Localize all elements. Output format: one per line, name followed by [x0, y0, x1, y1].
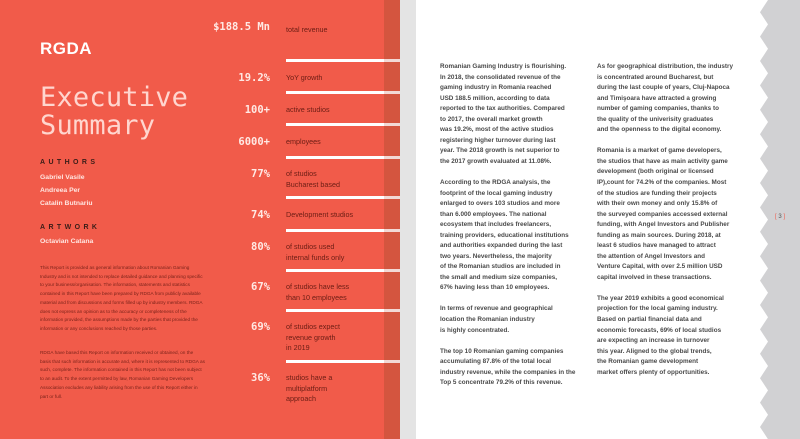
stat-label: of studios Bucharest based — [286, 169, 340, 189]
stat-label: of studios expect revenue growth in 2019 — [286, 322, 340, 353]
body-paragraph: In terms of revenue and geographical location the Romanian industry is highly concentrated. — [440, 305, 553, 334]
stat-label: employees — [286, 137, 321, 146]
stat-label: YoY growth — [286, 73, 323, 82]
stat-value: 74% — [251, 209, 270, 221]
stat-divider — [286, 156, 400, 159]
stat-label: active studios — [286, 105, 330, 114]
stat-divider — [286, 123, 400, 126]
stat-label: total revenue — [286, 25, 328, 34]
page-number-value: 3 — [778, 214, 782, 220]
stat-divider — [286, 59, 400, 62]
stat-value: $188.5 Mn — [213, 21, 270, 33]
stat-label: of studios used internal funds only — [286, 242, 345, 262]
stat-value: 6000+ — [238, 136, 270, 148]
stat-divider — [286, 269, 400, 272]
stat-divider — [286, 196, 400, 199]
page-number — [775, 214, 785, 220]
page-number-bracket-open: [ — [775, 214, 777, 220]
stat-label: studios have a multiplatform approach — [286, 373, 333, 404]
title-line-1: Executive — [40, 82, 189, 113]
stat-value: 80% — [251, 241, 270, 253]
body-paragraph: The year 2019 exhibits a good economical projection for the local gaming industry. Based on partial financial data and economic forecasts, 69% of local studios are expecting an increase in turnover this year. Aligned to the global trends, the Romanian game development market offers plenty of opportunities. — [597, 294, 724, 376]
author-name: Catalin Butnariu — [40, 200, 93, 207]
authors-heading: AUTHORS — [40, 159, 99, 166]
author-name: Andreea Per — [40, 187, 81, 194]
body-paragraph: Romania is a market of game developers, the studios that have as main activity game development (both original or licensed IP),count for 74.2% of the companies. Most of the studios are funding their projects with their own money and only 15.8% of the surveyed companies accessed external funding, with Angel Investors and Publisher funding as main sources. During 2018, at least 6 studios have managed to attract the attention of Angel Investors and Venture Capital, with over 2.5 million USD capital involved in these transactions. — [597, 147, 730, 281]
body-column-1 — [440, 62, 600, 399]
stat-divider — [286, 360, 400, 363]
disclaimer-paragraph: This Report is provided as general information about Romanian Gaming Industry and is not intended to replace detailed guidance and planning specific to your business/organisation. The information, statements and statistics contained in this Report have been prepared by RDGA from publicly available material and from discussions and forms filled up by industry members. RDGA does not express an opinion as to the accuracy or completeness of the information provided, the assumptions made by the parties that provided the information or any conclusions reached by those parties. — [40, 265, 203, 331]
page-number-bracket-close: ] — [783, 214, 786, 220]
stat-value: 67% — [251, 281, 270, 293]
stat-value: 69% — [251, 321, 270, 333]
artist-name: Octavian Catana — [40, 238, 94, 245]
rgda-logo-icon — [40, 39, 102, 57]
body-paragraph: Romanian Gaming Industry is flourishing. In 2018, the consolidated revenue of the gaming industry in Romania reached USD 188.5 million, according to data reported to the tax authorities. Compared to 2017, the overall market growth was 19.2%, most of the active studios registering higher turnover during last year. The 2018 growth is net superior to the 2017 growth evaluated at 11.08%. — [440, 63, 567, 165]
stat-label: Development studios — [286, 210, 354, 219]
body-column-2 — [597, 62, 757, 389]
disclaimer-paragraph: RDGA have based this Report on information received or obtained, on the basis that such information is accurate and, where it is represented to RDGA as such, complete. The information contained in this Report has not been subject to an audit. To the extent permitted by law, Romanian Gaming Developers Association excludes any liability arising from the use of this Report either in part or full. — [40, 350, 205, 399]
page-title — [40, 84, 188, 140]
page-gutter — [400, 0, 416, 439]
body-paragraph: According to the RDGA analysis, the footprint of the local gaming industry enlarged to overs 103 studios and more than 6.000 employees. The national ecosystem that includes freelancers, training providers, educational institutions and authorities expanded during the last two years. Nevertheless, the majority of the Romanian studios are included in the small and medium size companies, 67% having less than 10 employees. — [440, 178, 569, 292]
logo-text: RGDA — [40, 39, 93, 57]
stat-label: of studios have less than 10 employees — [286, 282, 350, 302]
stat-divider — [286, 229, 400, 232]
stat-value: 100+ — [244, 104, 270, 116]
artwork-heading: ARTWORK — [40, 224, 101, 231]
body-paragraph: As for geographical distribution, the industry is concentrated around Bucharest, but during the last couple of years, Cluj-Napoca and Timişoara have attracted a growing number of gaming companies, thanks to the quality of the univerisity graduates and the openness to the digital economy. — [597, 63, 734, 134]
stat-divider — [286, 91, 400, 94]
stat-value: 77% — [251, 168, 270, 180]
body-paragraph: The top 10 Romanian gaming companies accumulating 87.8% of the total local industry revenue, while the companies in the Top 5 concentrate 79.2% of this revenue. — [440, 347, 576, 387]
title-line-2: Summary — [40, 110, 156, 141]
stat-divider — [286, 309, 400, 312]
stat-value: 36% — [251, 372, 270, 384]
stat-value: 19.2% — [238, 72, 270, 84]
author-name: Gabriel Vasile — [40, 174, 85, 181]
